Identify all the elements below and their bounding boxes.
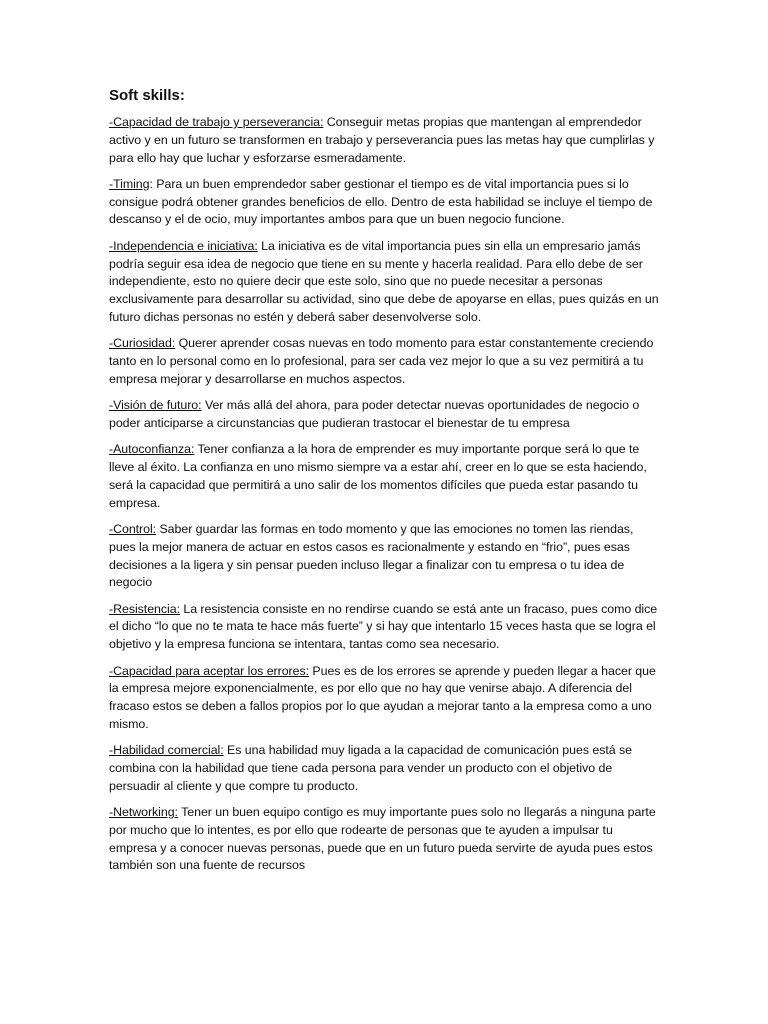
section-vision-futuro [109,397,660,433]
section-text: : Para un buen emprendedor saber gestionar el tiempo es de vital importancia pues si lo consigue podrá obtener grandes beneficios de ello. Dentro de esta habilidad se incluye el tiempo de descanso y el de ocio, muy importantes ambos para que un buen negocio funcione. [109,176,653,227]
section-control [109,521,660,592]
section-term: -Capacidad para aceptar los errores: [109,663,309,678]
section-term: -Autoconfianza: [109,442,195,457]
section-term: -Visión de futuro: [109,398,202,413]
section-text: Saber guardar las formas en todo momento y que las emociones no tomen las riendas, pues la mejor manera de actuar en estos casos es racionalmente y estando en “frio”, pues esas decisiones a la ligera y sin pensar pueden incluso llegar a finalizar con tu empresa o tu idea de negocio [109,521,634,590]
section-timing [109,176,660,229]
section-text: Ver más allá del ahora, para poder detectar nuevas oportunidades de negocio o poder anticiparse a circunstancias que pudieran trastocar el bienestar de tu empresa [109,398,640,430]
section-aceptar-errores [109,663,660,734]
section-term: -Curiosidad: [109,336,176,351]
section-text: La iniciativa es de vital importancia pues sin ella un empresario jamás podría seguir esa idea de negocio que tiene en su mente y hacerla realidad. Para ello debe de ser independiente, esto no quiere decir que este solo, sino que no puede necesitar a personas exclusivamente para desarrollar su actividad, sino que debe de apoyarse en ellas, pues quizás en un futuro dichas personas no estén y deberá saber desenvolverse solo. [109,238,659,324]
section-networking [109,804,660,875]
section-text: Tener un buen equipo contigo es muy importante pues solo no llegarás a ninguna parte por mucho que lo intentes, es por ello que rodearte de personas que te ayuden a impulsar tu empresa y a conocer nuevas personas, puede que en un futuro pueda servirte de ayuda pues estos también son una fuente de recursos [109,805,656,873]
section-term: -Habilidad comercial: [109,743,224,758]
section-term: -Networking: [109,805,178,820]
section-text: Es una habilidad muy ligada a la capacidad de comunicación pues está se combina con la habilidad que tiene cada persona para vender un producto con el objetivo de persuadir al cliente y que compre tu producto. [109,743,632,793]
section-term: -Timing [109,176,150,191]
section-term: -Control: [109,521,157,536]
section-capacidad-trabajo [109,114,660,167]
section-text: Querer aprender cosas nuevas en todo momento para estar constantemente creciendo tanto en lo personal como en lo profesional, para ser cada vez mejor lo que a su vez permitirá a tu empresa mejorar y desarrollarse en muchos aspectos. [109,336,654,386]
section-independencia [109,238,660,327]
section-term: -Capacidad de trabajo y perseverancia: [109,115,324,129]
document-title: Soft skills: [109,87,185,104]
section-term: -Independencia e iniciativa: [109,238,258,253]
section-text: La resistencia consiste en no rendirse cuando se está ante un fracaso, pues como dice el dicho “lo que no te mata te hace más fuerte” y si hay que intentarlo 15 veces hasta que se logra el objetivo y la empresa funciona se intentara, tantas como sea necesario. [109,601,658,652]
section-habilidad-comercial [109,742,660,795]
section-text: Pues es de los errores se aprende y pueden llegar a hacer que la empresa mejore exponencialmente, es por ello que no hay que venirse abajo. A diferencia del fracaso estos se deben a fallos propios por lo que ayudan a mejorar tanto a la empresa como a uno mismo. [109,663,656,731]
section-text: Conseguir metas propias que mantengan al emprendedor activo y en un futuro se transformen en trabajo y perseverancia pues las metas hay que cumplirlas y para ello hay que luchar y esforzarse esmeradamente. [109,115,655,165]
document-page [109,86,660,884]
section-resistencia [109,601,660,654]
section-term: -Resistencia: [109,601,180,616]
section-curiosidad [109,335,660,388]
section-autoconfianza [109,441,660,512]
section-text: Tener confianza a la hora de emprender es muy importante porque será lo que te lleve al éxito. La confianza en uno mismo siempre va a estar ahí, creer en lo que se esta haciendo, será la capacidad que permitirá a uno salir de los momentos difíciles que pueda estar pasando tu empresa. [109,442,647,510]
